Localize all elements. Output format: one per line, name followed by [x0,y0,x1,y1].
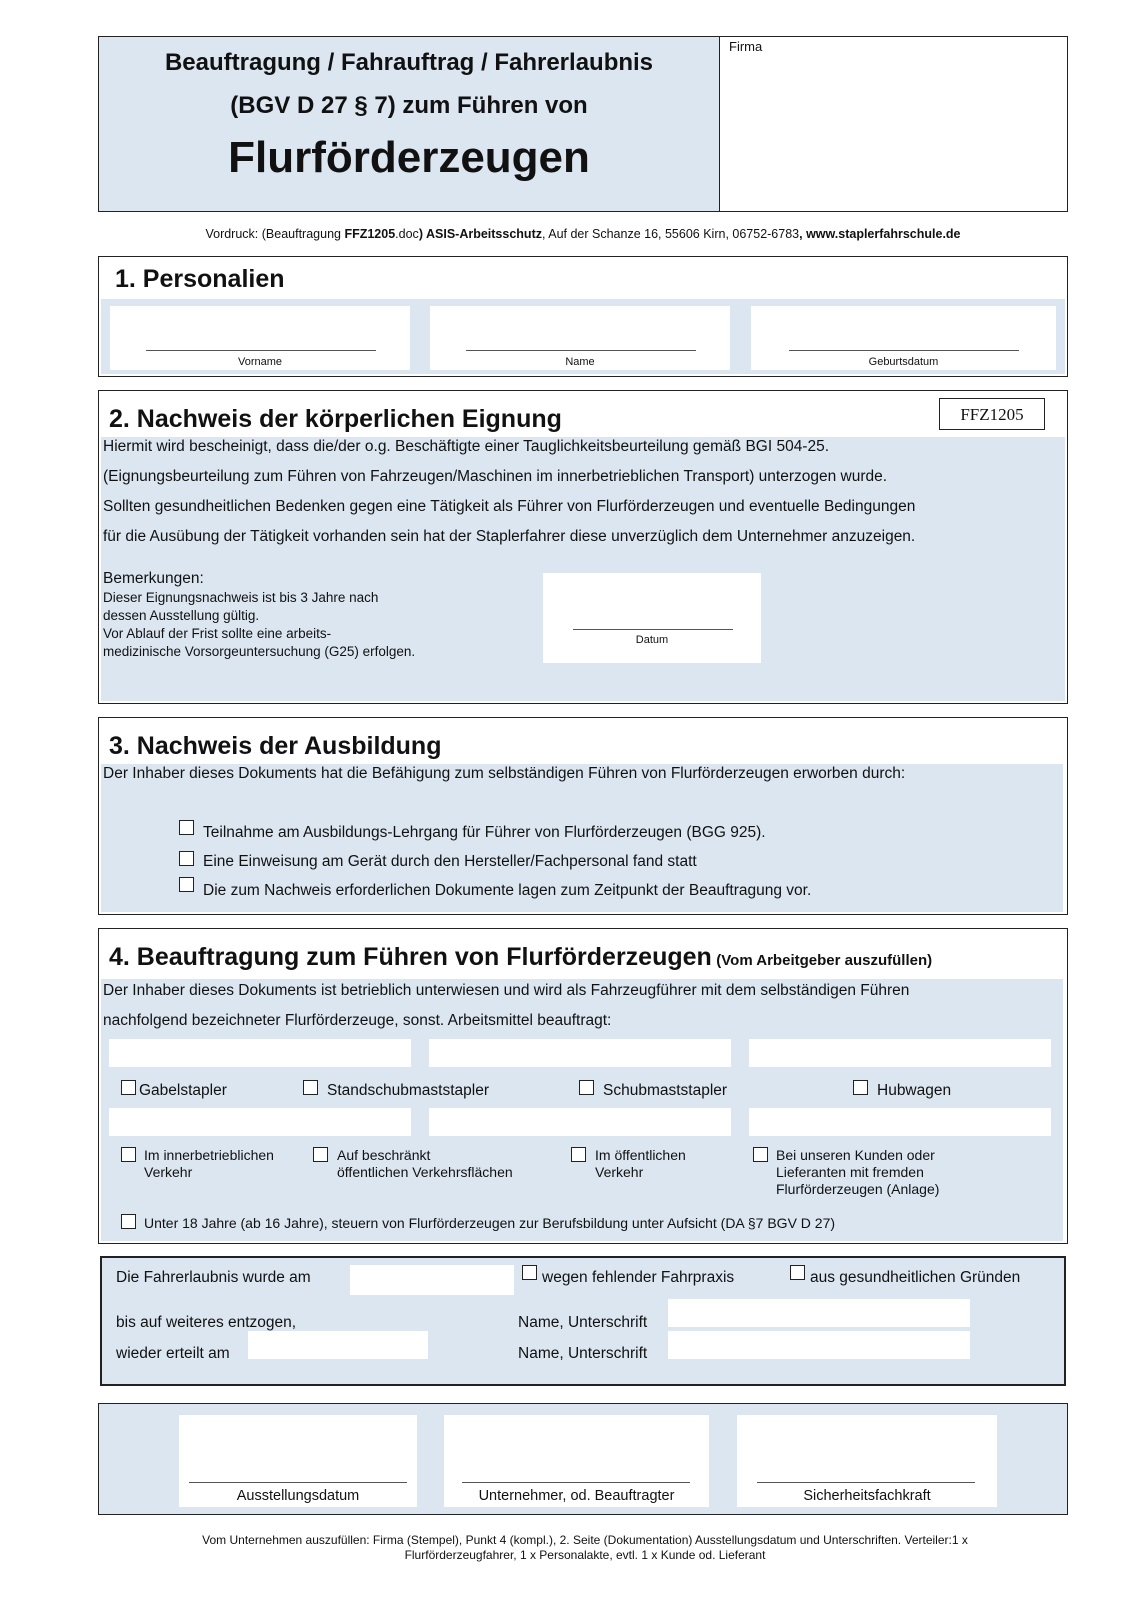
revocation-reissued-label: wieder erteilt am [116,1345,230,1362]
vordruck-text: Vordruck: (Beauftragung [205,227,345,241]
section2-heading: 2. Nachweis der körperlichen Eignung [109,405,562,433]
section3-heading: 3. Nachweis der Ausbildung [109,732,442,760]
reason-fahrpraxis-label: wegen fehlender Fahrpraxis [542,1269,735,1286]
section4-intro-1: Der Inhaber dieses Dokuments ist betrieblich unterwiesen und wird als Fahrzeugführer mit dem selbständigen Führen [103,982,910,999]
standschubmaststapler-label: Standschubmaststapler [327,1082,489,1099]
option-lehrgang-label: Teilnahme am Ausbildungs-Lehrgang für Führer von Flurförderzeugen (BGG 925). [203,824,766,841]
standschubmaststapler-checkbox[interactable] [303,1080,318,1095]
vordruck-address: , Auf der Schanze 16, 55606 Kirn, 06752-6783 [541,227,800,241]
revocation-sign1-label: Name, Unterschrift [518,1314,648,1331]
unternehmer-label: Unternehmer, od. Beauftragter [478,1488,675,1504]
vehicle-input-5[interactable] [429,1108,731,1136]
vehicle-input-2[interactable] [429,1039,731,1067]
title-line-2: (BGV D 27 § 7) zum Führen von [230,92,588,119]
innerbetrieblich-line-2: Verkehr [144,1164,193,1180]
remarks-line-1: Dieser Eignungsnachweis ist bis 3 Jahre nach [103,590,379,605]
gabelstapler-checkbox[interactable] [121,1080,136,1095]
hubwagen-checkbox[interactable] [853,1080,868,1095]
kunden-line-2: Lieferanten mit fremden [776,1164,924,1180]
footer-line-1: Vom Unternehmen auszufüllen: Firma (Stempel), Punkt 4 (kompl.), 2. Seite (Dokumentation) Ausstellungsdatum und Unterschriften. Verteiler:1 x [202,1533,968,1547]
option-einweisung-label: Eine Einweisung am Gerät durch den Hersteller/Fachpersonal fand statt [203,853,697,870]
section-eignung [98,390,1068,704]
unternehmer-signature-field[interactable] [444,1415,709,1507]
section-beauftragung [98,928,1068,1244]
innerbetrieblich-checkbox[interactable] [121,1147,136,1162]
section2-line-2: (Eignungsbeurteilung zum Führen von Fahrzeugen/Maschinen im innerbetrieblichen Transport) unterzogen wurde. [103,468,888,485]
section2-line-1: Hiermit wird bescheinigt, dass die/der o.g. Beschäftigte einer Tauglichkeitsbeurteilung gemäß BGI 504-25. [103,438,830,455]
reason-gesundheit-label: aus gesundheitlichen Gründen [810,1269,1021,1286]
vehicle-input-1[interactable] [109,1039,411,1067]
beschraenkt-oeffentlich-checkbox[interactable] [313,1147,328,1162]
section3-intro: Der Inhaber dieses Dokuments hat die Befähigung zum selbständigen Führen von Flurförderzeugen erworben durch: [103,765,906,782]
remarks-line-2: dessen Ausstellung gültig. [103,608,260,623]
kunden-line-1: Bei unseren Kunden oder [776,1147,935,1163]
revocation-label: Die Fahrerlaubnis wurde am [116,1269,311,1286]
vehicle-input-6[interactable] [749,1108,1051,1136]
innerbetrieblich-line-1: Im innerbetrieblichen [144,1147,274,1163]
revocation-reissued-date-field[interactable] [248,1331,428,1359]
sicherheitsfachkraft-label: Sicherheitsfachkraft [803,1488,931,1504]
footer-note [110,1533,1060,1563]
name-field[interactable] [430,306,730,370]
revocation-date-field[interactable] [350,1265,514,1295]
gabelstapler-label: Gabelstapler [139,1082,227,1099]
firma-label: Firma [729,39,763,54]
title-line-3: Flurförderzeugen [228,133,590,182]
revocation-withdrawn-label: bis auf weiteres entzogen, [116,1314,297,1331]
remarks-label: Bemerkungen: [103,570,204,587]
revocation-sign2-label: Name, Unterschrift [518,1345,648,1362]
option-dokumente-checkbox[interactable] [179,877,194,892]
kunden-line-3: Flurförderzeugen (Anlage) [776,1181,940,1197]
option-dokumente-label: Die zum Nachweis erforderlichen Dokumente lagen zum Zeitpunkt der Beauftragung vor. [203,882,812,899]
beschraenkt-oeffentlich-label [337,1147,513,1181]
sicherheitsfachkraft-signature-field[interactable] [737,1415,997,1507]
firma-stamp-area[interactable] [721,57,1065,209]
section-signatures [98,1403,1068,1515]
ausstellungsdatum-label: Ausstellungsdatum [236,1488,360,1504]
section2-panel [101,437,1065,701]
schubmaststapler-label: Schubmaststapler [603,1082,728,1099]
section4-heading-row [109,943,932,972]
section2-line-4: für die Ausübung der Tätigkeit vorhanden sein hat der Staplerfahrer diese unverzüglich dem Unternehmer anzuzeigen. [103,528,916,545]
vordruck-filename: FFZ1205 [344,227,396,241]
section1-panel [101,299,1065,374]
section3-panel [101,764,1063,912]
vordruck-line [98,227,1068,241]
section-personalien [98,256,1068,377]
vehicle-input-3[interactable] [749,1039,1051,1067]
section1-heading: 1. Personalien [115,265,285,293]
section2-code-box: FFZ1205 [939,398,1045,430]
reason-fahrpraxis-checkbox[interactable] [522,1265,537,1280]
vordruck-company: ) ASIS-Arbeitsschutz [418,227,542,241]
hubwagen-label: Hubwagen [877,1082,952,1099]
reason-gesundheit-checkbox[interactable] [790,1265,805,1280]
option-einweisung-checkbox[interactable] [179,851,194,866]
name-label: Name [565,356,595,368]
revocation-sign2-field[interactable] [668,1331,970,1359]
vorname-label: Vorname [237,356,283,368]
oeffentlich-label [595,1147,686,1181]
eignung-date-label: Datum [635,634,669,646]
section2-line-3: Sollten gesundheitlichen Bedenken gegen eine Tätigkeit als Führer von Flurförderzeugen und eventuelle Bedingungen [103,498,916,515]
under18-checkbox[interactable] [121,1214,136,1229]
oeffentlich-line-1: Im öffentlichen [595,1147,686,1163]
footer-line-2: Flurförderzeugfahrer, 1 x Personalakte, evtl. 1 x Kunde od. Lieferant [404,1548,766,1562]
oeffentlich-line-2: Verkehr [595,1164,644,1180]
section4-intro-2: nachfolgend bezeichneter Flurförderzeuge, sonst. Arbeitsmittel beauftragt: [103,1012,612,1029]
beschraenkt-line-1: Auf beschränkt [337,1147,431,1163]
vorname-field[interactable] [110,306,410,370]
vordruck-website[interactable]: , www.staplerfahrschule.de [799,227,961,241]
kunden-checkbox[interactable] [753,1147,768,1162]
schubmaststapler-checkbox[interactable] [579,1080,594,1095]
title-panel [99,37,720,211]
oeffentlich-checkbox[interactable] [571,1147,586,1162]
section4-panel [101,979,1063,1241]
geburtsdatum-field[interactable] [751,306,1056,370]
section-revocation [100,1256,1066,1386]
remarks-line-4: medizinische Vorsorgeuntersuchung (G25) erfolgen. [103,644,416,659]
ausstellungsdatum-field[interactable] [179,1415,417,1507]
header [98,36,1068,212]
geburtsdatum-label: Geburtsdatum [868,356,939,368]
beschraenkt-line-2: öffentlichen Verkehrsflächen [337,1164,513,1180]
vehicle-input-4[interactable] [109,1108,411,1136]
revocation-sign1-field[interactable] [668,1299,970,1327]
section4-heading: 4. Beauftragung zum Führen von Flurförderzeugen [109,943,712,971]
vordruck-extension: .doc [395,227,419,241]
section-ausbildung [98,717,1068,915]
innerbetrieblich-label [144,1147,274,1181]
option-lehrgang-checkbox[interactable] [179,820,194,835]
remarks-line-3: Vor Ablauf der Frist sollte eine arbeits- [103,626,332,641]
kunden-label [776,1147,939,1198]
section4-heading-note: (Vom Arbeitgeber auszufüllen) [716,952,933,969]
title-line-1: Beauftragung / Fahrauftrag / Fahrerlaubnis [164,49,654,76]
eignung-date-field[interactable] [543,573,761,663]
under18-label: Unter 18 Jahre (ab 16 Jahre), steuern von Flurförderzeugen zur Berufsbildung unter Aufsicht (DA §7 BGV D 27) [144,1215,836,1231]
